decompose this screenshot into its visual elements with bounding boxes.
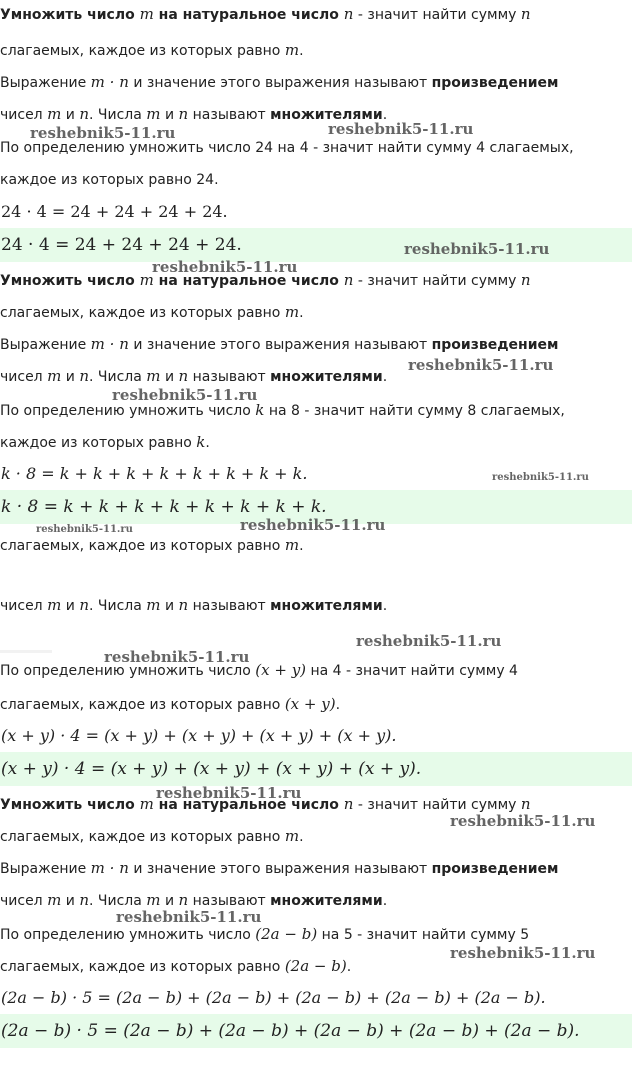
b3-equation: (x + y) · 4 = (x + y) + (x + y) + (x + y) + (x + y). [1, 726, 397, 745]
watermark: reshebnik5-11.ru [356, 632, 502, 650]
b4-equation-highlighted: (2a − b) · 5 = (2a − b) + (2a − b) + (2a − b) + (2a − b) + (2a − b). [0, 1014, 632, 1048]
b4-example-line-1: По определению умножить число (2a − b) на 5 - значит найти сумму 5 [0, 925, 530, 943]
b4-equation: (2a − b) · 5 = (2a − b) + (2a − b) + (2a − b) + (2a − b) + (2a − b). [1, 988, 546, 1007]
b1-definition-line-2: слагаемых, каждое из которых равно m. [0, 41, 304, 59]
watermark: reshebnik5-11.ru [112, 386, 258, 404]
b2-equation: k · 8 = k + k + k + k + k + k + k + k. [1, 464, 308, 483]
b1-example-line-2: каждое из которых равно 24. [0, 172, 219, 188]
b3-equation-highlighted: (x + y) · 4 = (x + y) + (x + y) + (x + y) + (x + y). [0, 752, 632, 786]
b1-equation: 24 · 4 = 24 + 24 + 24 + 24. [1, 202, 228, 221]
watermark: reshebnik5-11.ru [152, 258, 298, 276]
watermark: reshebnik5-11.ru [156, 784, 302, 802]
b4-definition-line-1: Умножить число m на натуральное число n - значит найти сумму n [0, 795, 531, 813]
b3-example-line-2: слагаемых, каждое из которых равно (x + y). [0, 695, 341, 713]
b2-equation-highlighted: k · 8 = k + k + k + k + k + k + k + k. [0, 490, 632, 524]
b2-definition-line-4: чисел m и n. Числа m и n называют множителями. [0, 367, 388, 385]
watermark: reshebnik5-11.ru [36, 524, 133, 535]
b1-definition-line-4: чисел m и n. Числа m и n называют множителями. [0, 105, 388, 123]
b3-definition-line-2: слагаемых, каждое из которых равно m. [0, 536, 304, 554]
b2-definition-line-1: Умножить число m на натуральное число n - значит найти сумму n [0, 271, 531, 289]
watermark: reshebnik5-11.ru [404, 240, 550, 258]
watermark: reshebnik5-11.ru [450, 812, 596, 830]
watermark: reshebnik5-11.ru [240, 516, 386, 534]
b3-definition-line-4: чисел m и n. Числа m и n называют множителями. [0, 596, 388, 614]
b4-definition-line-2: слагаемых, каждое из которых равно m. [0, 827, 304, 845]
b2-definition-line-2: слагаемых, каждое из которых равно m. [0, 303, 304, 321]
b4-definition-line-3: Выражение m · n и значение этого выражения называют произведением [0, 859, 559, 877]
b2-example-line-1: По определению умножить число k на 8 - значит найти сумму 8 слагаемых, [0, 401, 565, 419]
b1-equation-highlighted: 24 · 4 = 24 + 24 + 24 + 24. [0, 228, 632, 262]
watermark: reshebnik5-11.ru [30, 124, 176, 142]
watermark: reshebnik5-11.ru [450, 944, 596, 962]
watermark: reshebnik5-11.ru [116, 908, 262, 926]
b2-definition-line-3: Выражение m · n и значение этого выражения называют произведением [0, 335, 559, 353]
b1-example-line-1: По определению умножить число 24 на 4 - значит найти сумму 4 слагаемых, [0, 140, 574, 156]
b2-example-line-2: каждое из которых равно k. [0, 433, 210, 451]
watermark: reshebnik5-11.ru [328, 120, 474, 138]
b3-example-line-1: По определению умножить число (x + y) на 4 - значит найти сумму 4 [0, 661, 518, 679]
watermark: reshebnik5-11.ru [408, 356, 554, 374]
watermark: reshebnik5-11.ru [492, 472, 589, 483]
watermark: reshebnik5-11.ru [104, 648, 250, 666]
b1-definition-line-1: Умножить число m на натуральное число n - значит найти сумму n [0, 5, 531, 23]
b4-definition-line-4: чисел m и n. Числа m и n называют множителями. [0, 891, 388, 909]
divider-stub [0, 650, 52, 653]
b4-example-line-2: слагаемых, каждое из которых равно (2a − b). [0, 957, 352, 975]
b1-definition-line-3: Выражение m · n и значение этого выражения называют произведением [0, 73, 559, 91]
